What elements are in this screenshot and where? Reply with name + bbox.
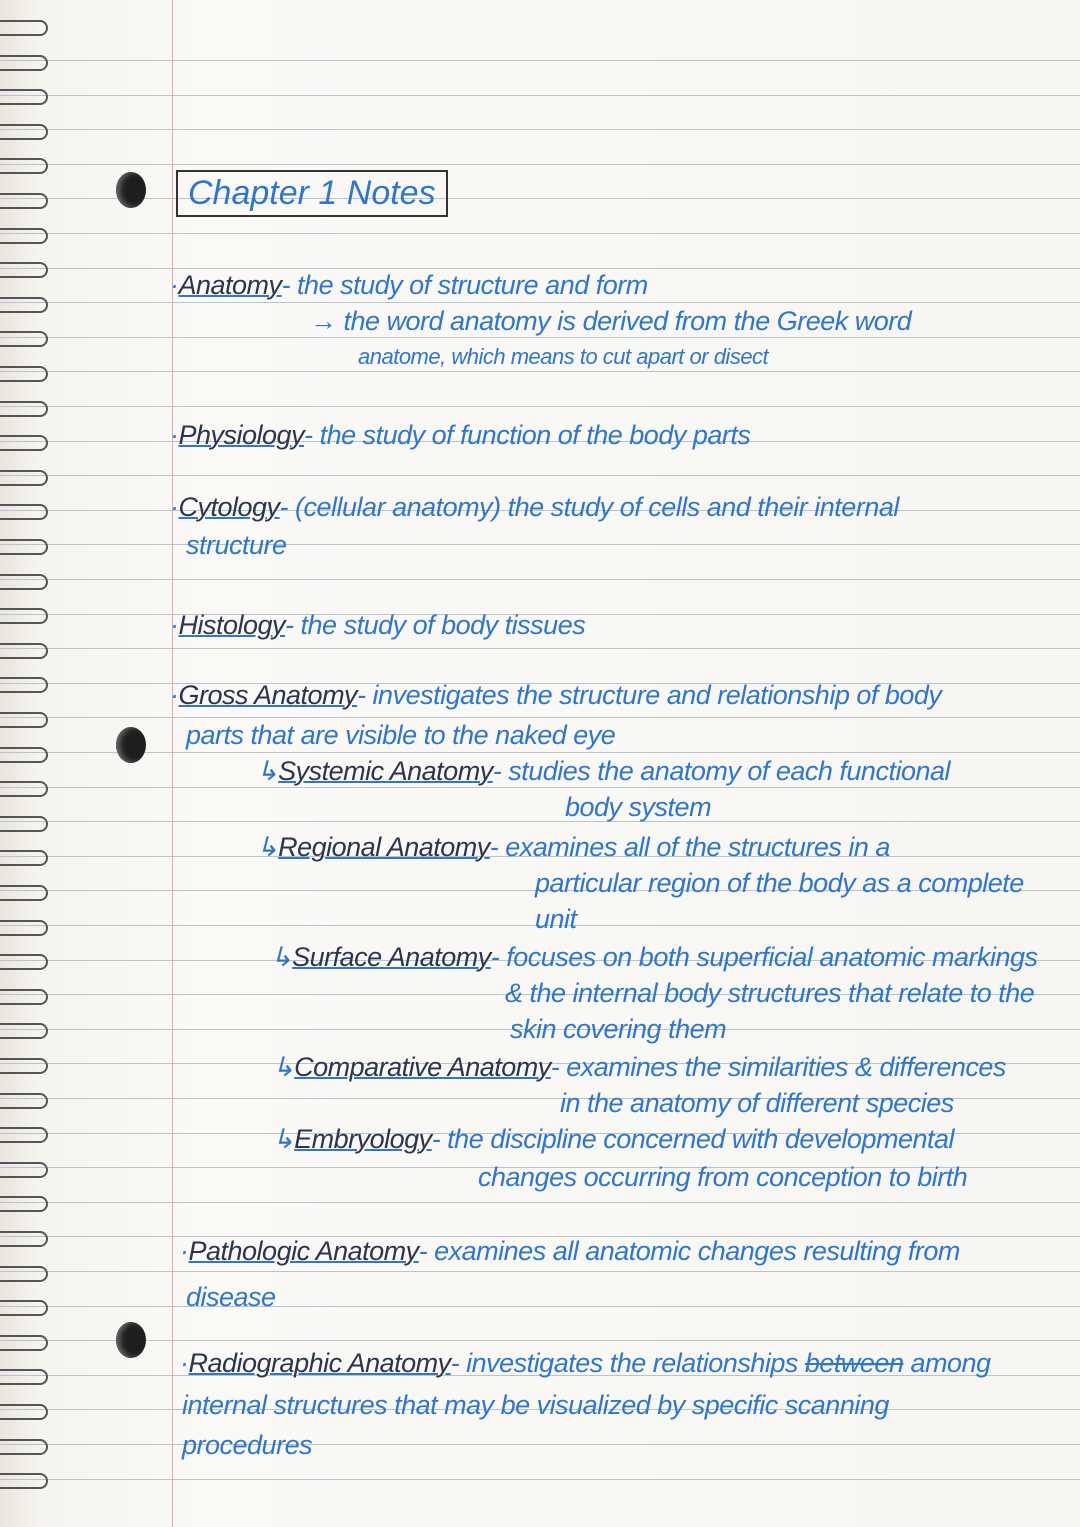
spiral-coil: [0, 193, 48, 209]
spiral-coil: [0, 262, 48, 278]
margin-line: [172, 0, 173, 1527]
ruled-line: [0, 579, 1080, 580]
ruled-line: [0, 302, 1080, 303]
ruled-line: [0, 1479, 1080, 1480]
note-line: ↳Comparative Anatomy- examines the similarities & differences: [272, 1052, 1006, 1082]
note-line: structure: [186, 530, 287, 560]
ruled-line: [0, 95, 1080, 96]
ruled-line: [0, 60, 1080, 61]
binder-hole: [116, 727, 146, 763]
note-line: procedures: [182, 1430, 313, 1460]
note-line: ·Histology- the study of body tissues: [170, 610, 586, 640]
spiral-coil: [0, 539, 48, 555]
spiral-coil: [0, 850, 48, 866]
note-line: & the internal body structures that relate to the: [505, 978, 1035, 1008]
spiral-coil: [0, 1369, 48, 1385]
ruled-line: [0, 1306, 1080, 1307]
spiral-coil: [0, 712, 48, 728]
ruled-line: [0, 648, 1080, 649]
spiral-coil: [0, 504, 48, 520]
spiral-coil: [0, 816, 48, 832]
spiral-coil: [0, 1404, 48, 1420]
spiral-coil: [0, 1058, 48, 1074]
spiral-coil: [0, 608, 48, 624]
spiral-coil: [0, 435, 48, 451]
ruled-line: [0, 544, 1080, 545]
note-line: anatome, which means to cut apart or disect: [358, 344, 769, 369]
ruled-line: [0, 198, 1080, 199]
spiral-coil: [0, 20, 48, 36]
binder-hole: [116, 1322, 146, 1358]
ruled-line: [0, 129, 1080, 130]
note-line: ·Physiology- the study of function of the body parts: [170, 420, 751, 450]
spiral-coil: [0, 124, 48, 140]
ruled-line: [0, 1340, 1080, 1341]
note-line: disease: [186, 1282, 276, 1312]
ruled-line: [0, 475, 1080, 476]
note-line: ↳Regional Anatomy- examines all of the structures in a: [256, 832, 890, 862]
note-line: particular region of the body as a complete: [535, 868, 1024, 898]
ruled-line: [0, 1271, 1080, 1272]
note-line: ·Gross Anatomy- investigates the structure and relationship of body: [170, 680, 942, 710]
spiral-coil: [0, 1335, 48, 1351]
spiral-coil: [0, 89, 48, 105]
spiral-coil: [0, 954, 48, 970]
note-line: unit: [535, 904, 577, 934]
spiral-coil: [0, 1093, 48, 1109]
note-line: internal structures that may be visualized by specific scanning: [182, 1390, 889, 1420]
ruled-line: [0, 268, 1080, 269]
spiral-coil: [0, 643, 48, 659]
note-line: ·Pathologic Anatomy- examines all anatomic changes resulting from: [180, 1236, 960, 1266]
ruled-line: [0, 406, 1080, 407]
spiral-coil: [0, 158, 48, 174]
ruled-line: [0, 752, 1080, 753]
spiral-coil: [0, 1439, 48, 1455]
spiral-coil: [0, 1023, 48, 1039]
spiral-coil: [0, 1300, 48, 1316]
spiral-coil: [0, 1127, 48, 1143]
ruled-line: [0, 233, 1080, 234]
ruled-line: [0, 164, 1080, 165]
spiral-coil: [0, 677, 48, 693]
ruled-line: [0, 717, 1080, 718]
note-line: ↳Systemic Anatomy- studies the anatomy of each functional: [256, 756, 950, 786]
spiral-coil: [0, 1196, 48, 1212]
ruled-line: [0, 1202, 1080, 1203]
spiral-coil: [0, 574, 48, 590]
spiral-coil: [0, 470, 48, 486]
spiral-coil: [0, 401, 48, 417]
note-line: ↳Surface Anatomy- focuses on both superficial anatomic markings: [270, 942, 1038, 972]
spiral-coil: [0, 1231, 48, 1247]
note-line: skin covering them: [510, 1014, 727, 1044]
spiral-coil: [0, 1266, 48, 1282]
note-line: ·Cytology- (cellular anatomy) the study of cells and their internal: [170, 492, 899, 522]
ruled-line: [0, 821, 1080, 822]
spiral-coil: [0, 228, 48, 244]
note-line: body system: [565, 792, 712, 822]
note-line: → the word anatomy is derived from the Greek word: [310, 306, 912, 336]
spiral-coil: [0, 1162, 48, 1178]
note-line: changes occurring from conception to birth: [478, 1162, 968, 1192]
note-line: ↳Embryology- the discipline concerned with developmental: [272, 1124, 954, 1154]
note-line: ·Anatomy- the study of structure and form: [170, 270, 648, 300]
ruled-line: [0, 371, 1080, 372]
spiral-coil: [0, 920, 48, 936]
spiral-coil: [0, 885, 48, 901]
page-title: Chapter 1 Notes: [176, 170, 448, 217]
binder-hole: [116, 172, 146, 208]
spiral-coil: [0, 55, 48, 71]
spiral-coil: [0, 781, 48, 797]
spiral-coil: [0, 331, 48, 347]
spiral-coil: [0, 989, 48, 1005]
spiral-coil: [0, 1473, 48, 1489]
ruled-line: [0, 1444, 1080, 1445]
spiral-coil: [0, 747, 48, 763]
note-line: ·Radiographic Anatomy- investigates the relationships between among: [180, 1348, 991, 1378]
note-line: parts that are visible to the naked eye: [186, 720, 616, 750]
note-line: in the anatomy of different species: [560, 1088, 954, 1118]
spiral-coil: [0, 297, 48, 313]
spiral-coil: [0, 366, 48, 382]
